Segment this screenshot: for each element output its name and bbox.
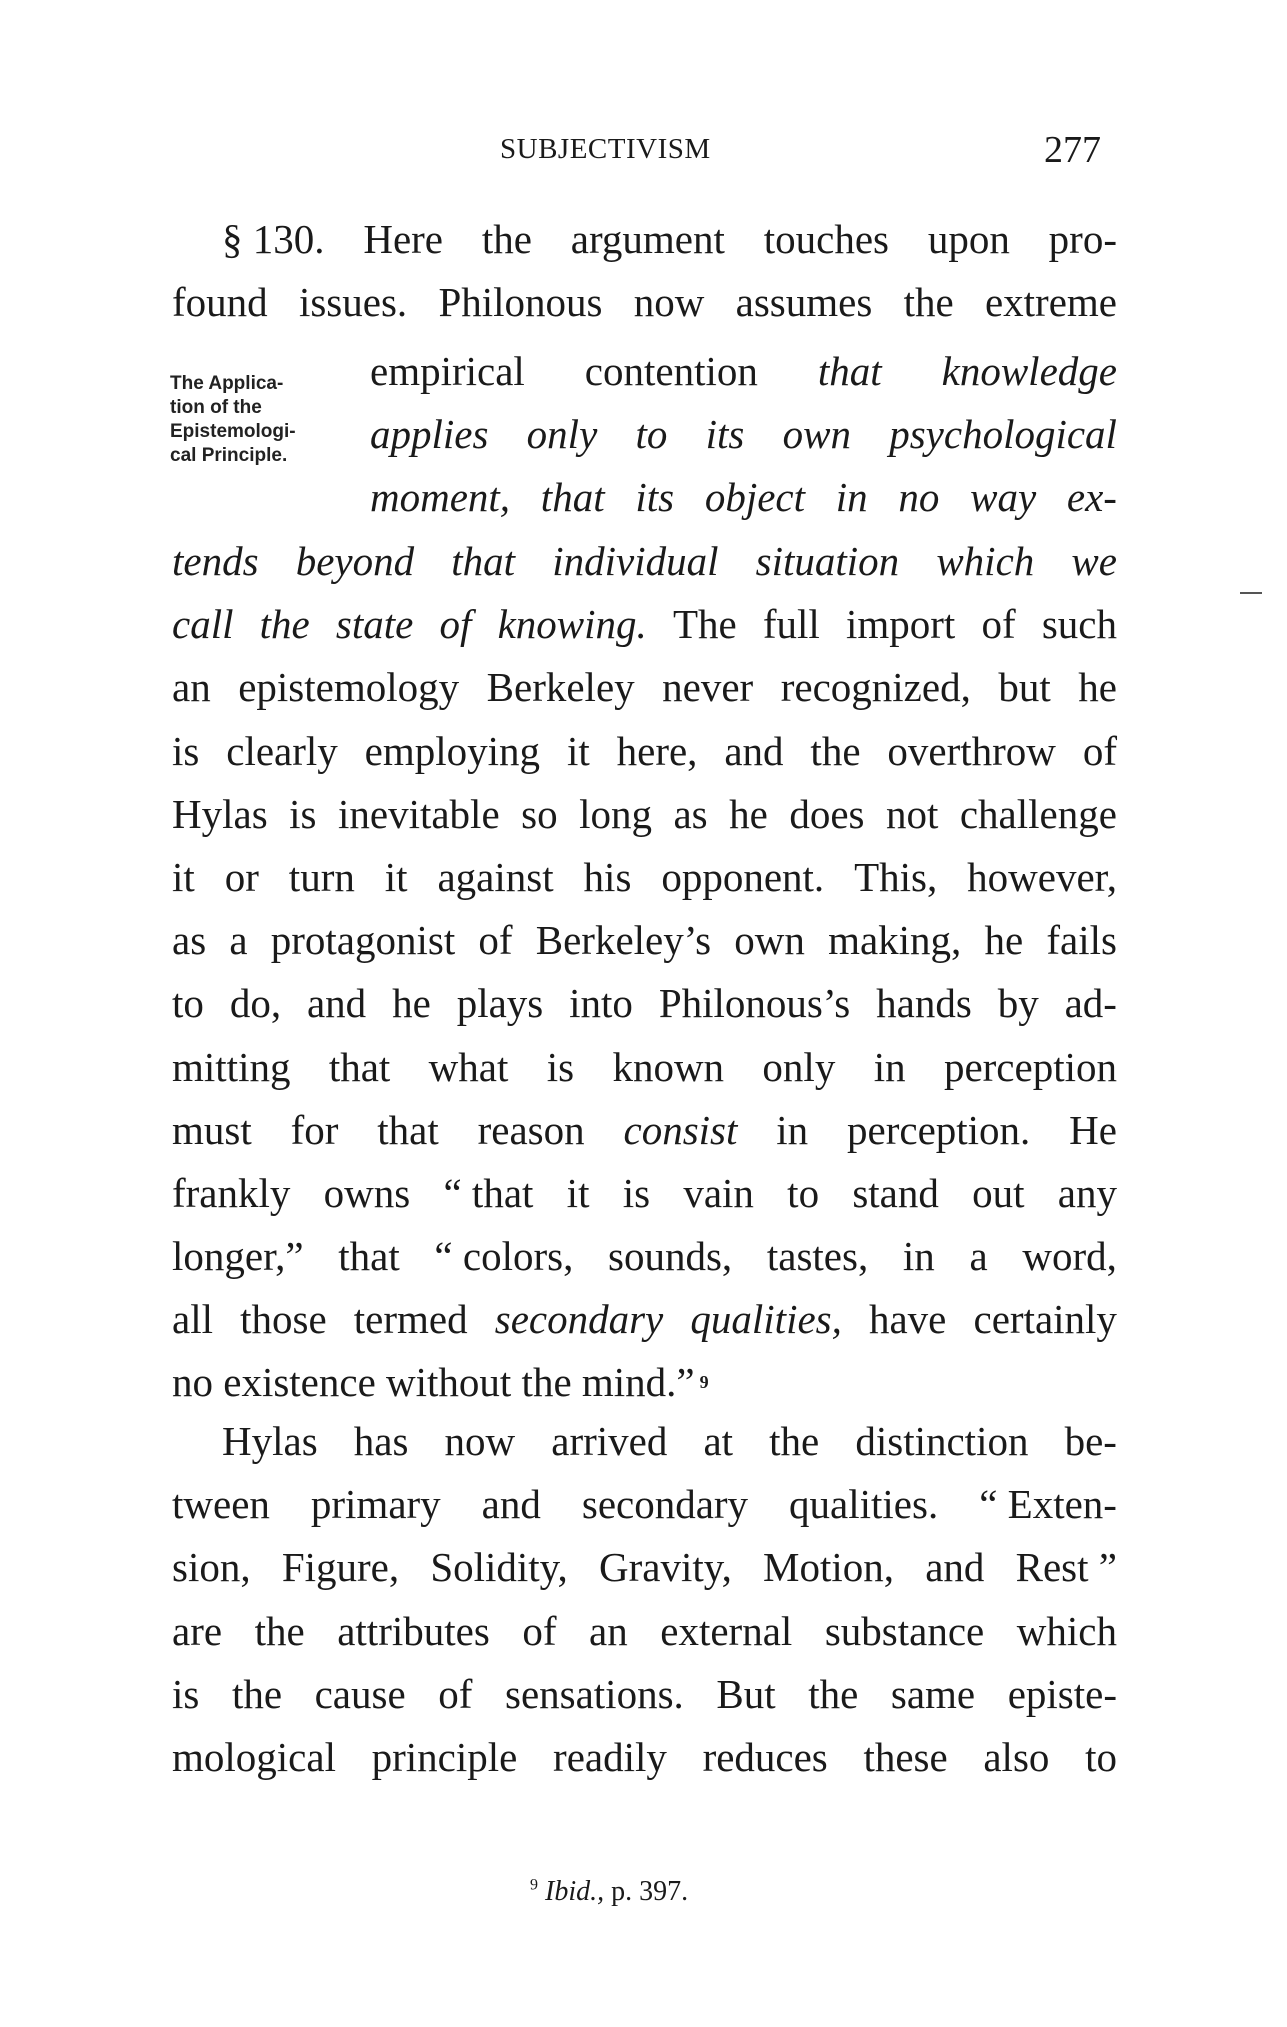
word: sion, — [172, 1544, 251, 1591]
word: primary — [310, 1481, 441, 1528]
text-line — [172, 208, 1117, 271]
word: that — [338, 1233, 400, 1280]
text-line — [370, 466, 1117, 529]
word: cause — [314, 1670, 406, 1717]
word: tween — [172, 1481, 270, 1528]
word: ad- — [1064, 980, 1117, 1027]
word: those — [240, 1296, 327, 1343]
text-line — [370, 403, 1117, 466]
word: but — [998, 664, 1051, 711]
word: the — [903, 279, 954, 326]
word: do, — [229, 980, 282, 1027]
word: mitting — [172, 1043, 291, 1090]
word: perception. — [847, 1106, 1031, 1153]
word: challenge — [959, 790, 1117, 837]
word: a — [969, 1233, 988, 1280]
word: is — [172, 727, 200, 774]
word: or — [224, 853, 259, 900]
word: of — [981, 601, 1016, 648]
word: The — [672, 601, 737, 648]
word: it — [384, 853, 408, 900]
text-line — [172, 1288, 1117, 1351]
word: ex- — [1066, 474, 1117, 521]
word: by — [997, 980, 1039, 1027]
word: argument — [570, 216, 725, 262]
word: what — [428, 1043, 509, 1090]
word: But — [716, 1670, 776, 1717]
word: Motion, — [763, 1544, 895, 1591]
word: to — [787, 1169, 820, 1216]
word: long — [579, 790, 652, 837]
word: and — [925, 1544, 985, 1591]
word: against — [437, 853, 554, 900]
footnote-page-ref: p. 397. — [604, 1876, 689, 1907]
word: Berkeley’s — [535, 917, 712, 964]
footnote-marker: 9 — [530, 1876, 538, 1894]
word: opponent. — [661, 853, 825, 900]
word: perception — [943, 1043, 1117, 1090]
text-line — [172, 1225, 1117, 1288]
word: hands — [876, 980, 972, 1027]
word: protagonist — [270, 917, 456, 964]
paragraph-1-body — [172, 530, 1117, 1415]
word: so — [521, 790, 558, 837]
word: substance — [824, 1607, 985, 1654]
word: principle — [371, 1733, 518, 1780]
word: of — [438, 1670, 473, 1717]
word: stand — [852, 1169, 939, 1216]
word: situation — [755, 538, 900, 584]
word: Solidity, — [430, 1544, 568, 1591]
word: word, — [1022, 1233, 1117, 1280]
word: that — [540, 474, 605, 521]
word: knowledge — [941, 348, 1117, 394]
word: it — [566, 727, 590, 774]
word: import — [846, 601, 956, 648]
word: we — [1071, 538, 1117, 584]
text-line — [172, 593, 1117, 656]
word: Hylas — [172, 790, 268, 837]
word: is — [546, 1043, 575, 1090]
word: an — [172, 664, 211, 711]
text-line — [172, 1726, 1117, 1789]
word: not — [885, 790, 939, 837]
word: it — [566, 1169, 590, 1216]
word: way — [970, 474, 1037, 521]
word: its — [635, 474, 675, 521]
word: it — [172, 853, 195, 900]
word: sensations. — [504, 1670, 684, 1717]
word: of — [439, 601, 472, 648]
word: This, — [854, 853, 938, 900]
word: is — [172, 1670, 200, 1717]
word: reason — [477, 1106, 585, 1153]
word: now — [633, 279, 705, 326]
text-line — [172, 1663, 1117, 1726]
word: beyond — [295, 538, 415, 584]
word: all — [172, 1296, 213, 1343]
text-line — [172, 530, 1117, 593]
margin-note-line: The Applica- — [170, 373, 284, 394]
word: plays — [456, 980, 544, 1027]
word: “ that — [443, 1169, 534, 1216]
word: to — [1085, 1733, 1117, 1780]
word: to — [172, 980, 204, 1027]
word: external — [660, 1607, 793, 1654]
word: secondary — [581, 1481, 749, 1528]
word: touches — [763, 216, 889, 262]
word: as — [172, 917, 207, 964]
word: in — [902, 1233, 935, 1280]
word: the — [810, 727, 861, 774]
word: Figure, — [281, 1544, 400, 1591]
word: overthrow — [887, 727, 1056, 774]
word: of — [1082, 727, 1117, 774]
word: applies — [370, 411, 489, 458]
word: and — [306, 980, 367, 1027]
word: extreme — [984, 279, 1117, 326]
text-line — [172, 720, 1117, 783]
word: employing — [364, 727, 541, 774]
word: now — [444, 1418, 516, 1464]
word: object — [704, 474, 805, 521]
word: the — [769, 1418, 820, 1464]
word: pro- — [1048, 216, 1117, 262]
word: any — [1057, 1169, 1117, 1216]
word: that — [328, 1043, 391, 1090]
word: the — [231, 1670, 283, 1717]
word: Philonous’s — [658, 980, 851, 1027]
word: owns — [323, 1169, 411, 1216]
word: have — [868, 1296, 947, 1343]
word: secondary — [494, 1296, 664, 1343]
word: Philonous — [438, 279, 603, 326]
word: an — [589, 1607, 628, 1654]
text-line — [172, 1351, 1117, 1414]
word: Hylas — [222, 1418, 318, 1464]
word: to — [635, 411, 668, 458]
word: qualities, — [690, 1296, 842, 1343]
word: at — [703, 1418, 734, 1464]
word: distinction — [855, 1418, 1029, 1464]
footnote-reference: 9 — [699, 1372, 709, 1393]
word: “ Exten- — [979, 1481, 1117, 1528]
word: which — [936, 538, 1035, 584]
margin-note-line: cal Principle. — [170, 445, 288, 466]
text-line — [172, 972, 1117, 1035]
word: sounds, — [608, 1233, 733, 1280]
word: termed — [353, 1296, 468, 1343]
word: same — [890, 1670, 976, 1717]
word: here, — [616, 727, 698, 774]
text-line — [172, 846, 1117, 909]
word: inevitable — [337, 790, 500, 837]
word: Rest ” — [1015, 1544, 1117, 1591]
word: call — [172, 601, 234, 648]
word: state — [335, 601, 414, 648]
margin-note-line: Epistemologi- — [170, 421, 296, 442]
word: he — [392, 980, 431, 1027]
word: recognized, — [780, 664, 971, 711]
text-line — [370, 340, 1117, 403]
word: which — [1016, 1607, 1117, 1654]
margin-note-line: tion of the — [170, 397, 262, 418]
word: episte- — [1007, 1670, 1117, 1717]
word: and — [724, 727, 784, 774]
word: the — [481, 216, 532, 262]
word: consist — [623, 1106, 738, 1153]
word: the — [254, 1607, 305, 1654]
word: these — [863, 1733, 948, 1780]
margin-dash-mark — [1240, 592, 1262, 594]
page-number: 277 — [1044, 129, 1101, 171]
word: “ colors, — [434, 1233, 574, 1280]
text-line — [172, 271, 1117, 334]
text-line — [172, 1162, 1117, 1225]
word: has — [353, 1418, 409, 1464]
word: he — [729, 790, 768, 837]
word: into — [569, 980, 633, 1027]
word: Gravity, — [598, 1544, 732, 1591]
word: he — [984, 917, 1024, 964]
word: readily — [553, 1733, 667, 1780]
word: vain — [683, 1169, 754, 1216]
word: epistemology — [238, 664, 460, 711]
word: no existence without the mind.” — [172, 1359, 695, 1406]
word: found — [172, 279, 268, 326]
word: reduces — [702, 1733, 828, 1780]
word: certainly — [973, 1296, 1117, 1343]
word: as — [673, 790, 708, 837]
word: making, — [828, 917, 962, 964]
word: frankly — [172, 1169, 291, 1216]
word: empirical — [370, 348, 525, 394]
word: longer,” — [172, 1233, 304, 1280]
text-line — [172, 656, 1117, 719]
word: out — [972, 1169, 1025, 1216]
paragraph-1-side-lines — [370, 340, 1117, 530]
word: He — [1069, 1106, 1117, 1153]
word: psychological — [889, 411, 1117, 458]
footnote — [530, 1876, 688, 1908]
word: arrived — [551, 1418, 668, 1464]
word: individual — [552, 538, 719, 584]
word: be- — [1064, 1418, 1117, 1464]
margin-note — [170, 372, 360, 468]
word: that — [817, 348, 882, 394]
text-line — [172, 1099, 1117, 1162]
word: fails — [1046, 917, 1117, 964]
word: that — [377, 1106, 439, 1153]
word: the — [259, 601, 310, 648]
paragraph-2 — [172, 1410, 1117, 1789]
word: assumes — [735, 279, 873, 326]
word: knowing. — [497, 601, 647, 648]
text-line — [172, 1536, 1117, 1599]
word: qualities. — [789, 1481, 939, 1528]
word: however, — [967, 853, 1117, 900]
word: own — [782, 411, 851, 458]
word: are — [172, 1607, 223, 1654]
word: Here — [363, 216, 444, 262]
running-title: SUBJECTIVISM — [500, 133, 711, 165]
text-line — [172, 1036, 1117, 1099]
text-line — [172, 1410, 1117, 1473]
word: only — [526, 411, 598, 458]
paragraph-1-opening — [172, 208, 1117, 334]
word: only — [762, 1043, 836, 1090]
word: a — [229, 917, 248, 964]
word: § 130. — [222, 216, 325, 262]
word: of — [522, 1607, 557, 1654]
word: is — [289, 790, 317, 837]
text-line — [172, 909, 1117, 972]
word: is — [622, 1169, 651, 1216]
word: turn — [288, 853, 355, 900]
word: clearly — [226, 727, 338, 774]
word: does — [789, 790, 865, 837]
word: no — [898, 474, 940, 521]
word: and — [481, 1481, 541, 1528]
word: must — [172, 1106, 252, 1153]
word: of — [478, 917, 513, 964]
footnote-ibid: Ibid., — [545, 1876, 605, 1907]
text-line — [172, 1600, 1117, 1663]
word: never — [662, 664, 754, 711]
word: in — [873, 1043, 906, 1090]
word: mological — [172, 1733, 336, 1780]
word: tastes, — [766, 1233, 869, 1280]
word: in — [776, 1106, 809, 1153]
word: he — [1078, 664, 1117, 711]
word: Berkeley — [486, 664, 635, 711]
text-line — [172, 1473, 1117, 1536]
word: upon — [927, 216, 1010, 262]
word: in — [835, 474, 868, 521]
word: attributes — [337, 1607, 490, 1654]
word: moment, — [370, 474, 511, 521]
word: his — [583, 853, 632, 900]
text-line — [172, 783, 1117, 846]
word: its — [705, 411, 745, 458]
word: issues. — [298, 279, 408, 326]
word: contention — [584, 348, 758, 394]
word: own — [734, 917, 805, 964]
word: tends — [172, 538, 259, 584]
word: also — [983, 1733, 1050, 1780]
word: the — [808, 1670, 859, 1717]
word: full — [762, 601, 820, 648]
word: such — [1041, 601, 1117, 648]
word: that — [451, 538, 516, 584]
word: known — [612, 1043, 725, 1090]
word: for — [290, 1106, 339, 1153]
